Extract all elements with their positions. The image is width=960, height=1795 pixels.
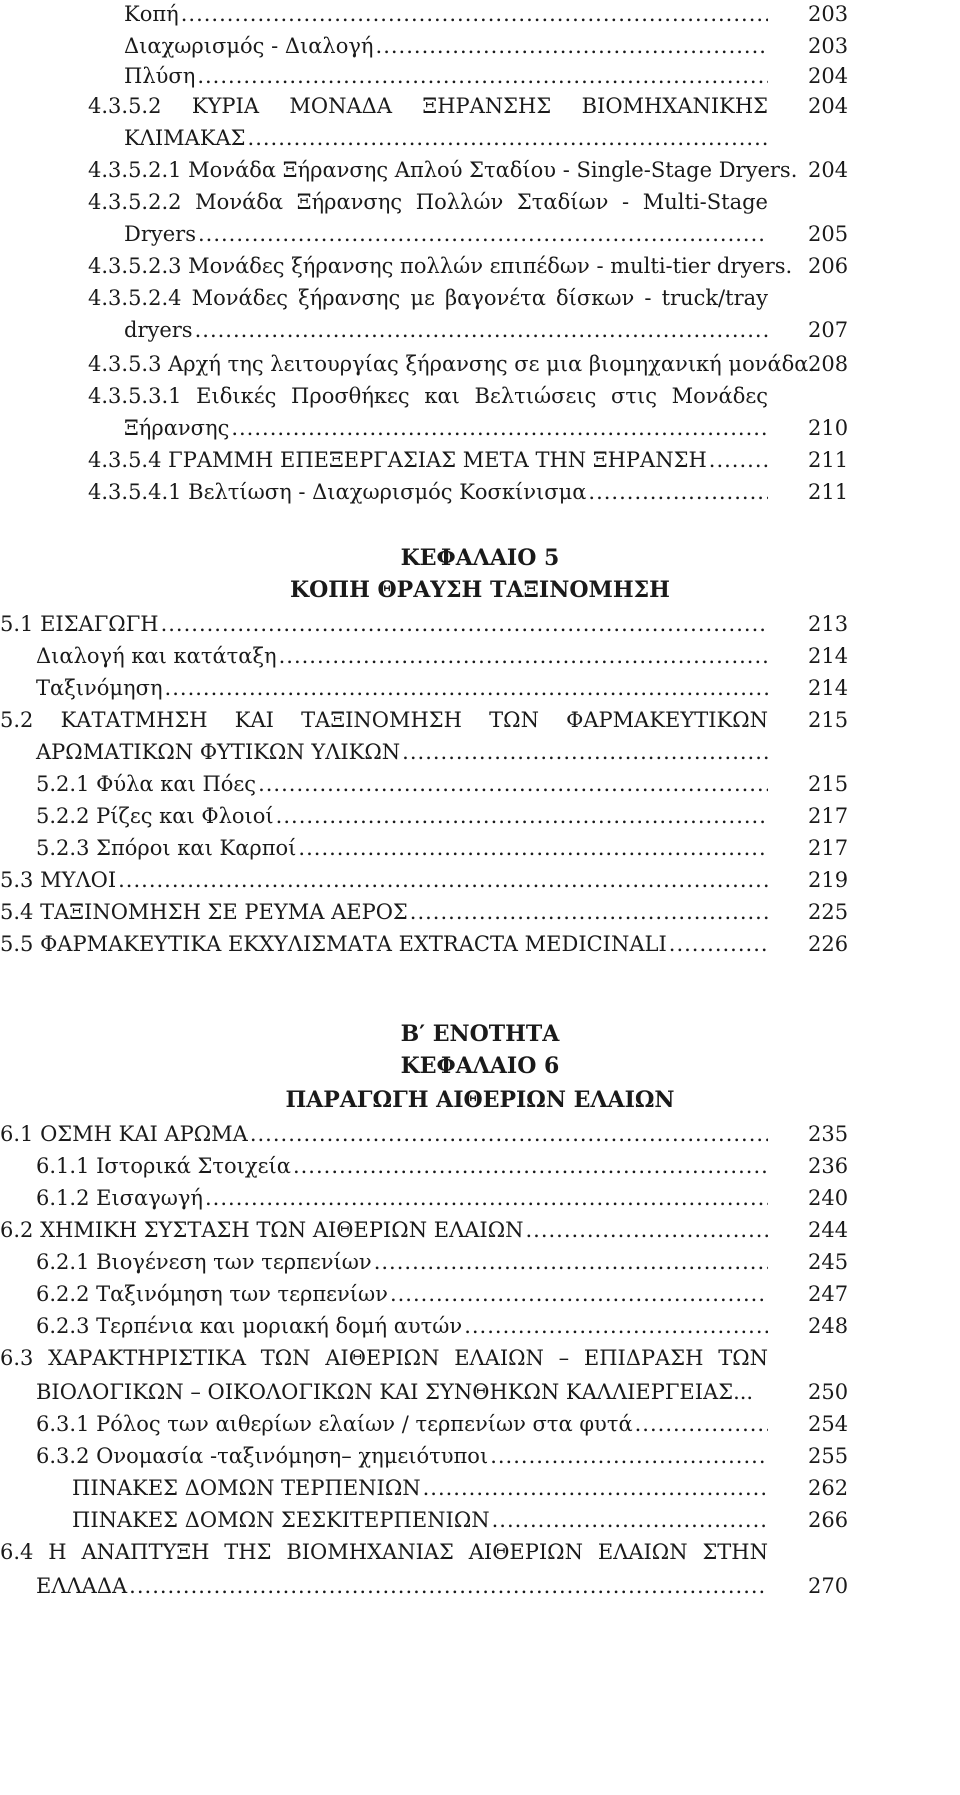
toc-entry: 4.3.5.4.1 Βελτίωση - Διαχωρισμός Κοσκίνισμα ..... [88,478,768,506]
page-number: 204 [808,64,849,88]
page-number: 211 [808,480,849,504]
page-number: 206 [808,254,849,278]
section-title: Β′ ΕΝΟΤΗΤΑ [400,1021,560,1047]
toc-entry: 5.4 ΤΑΞΙΝΟΜΗΣΗ ΣΕ ΡΕΥΜΑ ΑΕΡΟΣ ..... [0,898,768,926]
toc-entry: 4.3.5.2.3 Μονάδες ξήρανσης πολλών επιπέδων - multi-tier dryers. [88,254,793,278]
toc-entry-first-line: 4.3.5.2 ΚΥΡΙΑ ΜΟΝΑΔΑ ΞΗΡΑΝΣΗΣ ΒΙΟΜΗΧΑΝΙΚΗΣ [88,94,768,118]
toc-entry: 5.5 ΦΑΡΜΑΚΕΥΤΙΚΑ ΕΚΧΥΛΙΣΜΑΤΑ EXTRACTA MEDICINALI ..... [0,930,768,958]
page-number: 255 [808,1444,849,1468]
page-number: 254 [808,1412,849,1436]
page-number: 235 [808,1122,849,1146]
toc-entry: 4.3.5.3 Αρχή της λειτουργίας ξήρανσης σε μια βιομηχανική μονάδα. [88,352,816,376]
toc-entry: Κοπή ..... [124,0,768,28]
chapter-subtitle: ΠΑΡΑΓΩΓΗ ΑΙΘΕΡΙΩΝ ΕΛΑΙΩΝ [285,1087,675,1113]
page-number: 247 [808,1282,849,1306]
page-number: 215 [808,708,849,732]
toc-entry: 5.1 ΕΙΣΑΓΩΓΗ ..... [0,610,768,638]
toc-entry: 5.2.3 Σπόροι και Καρποί ..... [36,834,768,862]
toc-entry: 6.1 ΟΣΜΗ ΚΑΙ ΑΡΩΜΑ ..... [0,1120,768,1148]
toc-entry: 5.3 ΜΥΛΟΙ ..... [0,866,768,894]
page-number: 215 [808,772,849,796]
page-number: 211 [808,448,849,472]
toc-entry: Διαλογή και κατάταξη ..... [36,642,768,670]
page-number: 204 [808,158,849,182]
page-number: 213 [808,612,849,636]
page-number: 219 [808,868,849,892]
toc-entry-first-line: 5.2 ΚΑΤΑΤΜΗΣΗ ΚΑΙ ΤΑΞΙΝΟΜΗΣΗ ΤΩΝ ΦΑΡΜΑΚΕΥΤΙΚΩΝ [0,708,768,732]
toc-entry: 6.1.2 Εισαγωγή ..... [36,1184,768,1212]
page-number: 217 [808,836,849,860]
toc-entry: 4.3.5.2.1 Μονάδα Ξήρανσης Απλού Σταδίου - Single-Stage Dryers. [88,158,798,182]
toc-entry-continuation: ΒΙΟΛΟΓΙΚΩΝ – ΟΙΚΟΛΟΓΙΚΩΝ ΚΑΙ ΣΥΝΘΗΚΩΝ ΚΑΛΛΙΕΡΓΕΙΑΣ... [36,1380,754,1404]
toc-entry-continuation: ΚΛΙΜΑΚΑΣ ..... [124,124,768,152]
page-number: 205 [808,222,849,246]
toc-entry-continuation: Ξήρανσης ..... [124,414,768,442]
page-number: 217 [808,804,849,828]
page-number: 210 [808,416,849,440]
page-number: 266 [808,1508,849,1532]
page-number: 226 [808,932,849,956]
toc-entry: Ταξινόμηση ..... [36,674,768,702]
toc-entry-first-line: 4.3.5.2.4 Μονάδες ξήρανσης με βαγονέτα δίσκων - truck/tray [88,286,768,310]
toc-entry-first-line: 6.4 Η ΑΝΑΠΤΥΞΗ ΤΗΣ ΒΙΟΜΗΧΑΝΙΑΣ ΑΙΘΕΡΙΩΝ ΕΛΑΙΩΝ ΣΤΗΝ [0,1540,768,1564]
page-number: 250 [808,1380,849,1404]
toc-entry: 6.2.2 Ταξινόμηση των τερπενίων ..... [36,1280,768,1308]
page-number: 214 [808,644,849,668]
page-number: 204 [808,94,849,118]
toc-entry: ΠΙΝΑΚΕΣ ΔΟΜΩΝ ΣΕΣΚΙΤΕΡΠΕΝΙΩΝ ..... [72,1506,768,1534]
toc-entry: Διαχωρισμός - Διαλογή ..... [124,32,768,60]
page-number: 207 [808,318,849,342]
page-number: 270 [808,1574,849,1598]
page-number: 240 [808,1186,849,1210]
toc-entry-continuation: Dryers ..... [124,220,768,248]
toc-entry-first-line: 6.3 ΧΑΡΑΚΤΗΡΙΣΤΙΚΑ ΤΩΝ ΑΙΘΕΡΙΩΝ ΕΛΑΙΩΝ – ΕΠΙΔΡΑΣΗ ΤΩΝ [0,1346,768,1370]
toc-entry-first-line: 4.3.5.3.1 Ειδικές Προσθήκες και Βελτιώσεις στις Μονάδες [88,384,768,408]
chapter-subtitle: ΚΟΠΗ ΘΡΑΥΣΗ ΤΑΞΙΝΟΜΗΣΗ [290,577,670,603]
page-number: 214 [808,676,849,700]
toc-entry: 6.2.1 Βιογένεση των τερπενίων ..... [36,1248,768,1276]
page-number: 225 [808,900,849,924]
toc-entry: 4.3.5.4 ΓΡΑΜΜΗ ΕΠΕΞΕΡΓΑΣΙΑΣ ΜΕΤΑ ΤΗΝ ΞΗΡΑΝΣΗ ..... [88,446,768,474]
page-number: 236 [808,1154,849,1178]
toc-entry: 5.2.2 Ρίζες και Φλοιοί ..... [36,802,768,830]
toc-entry: Πλύση ..... [124,62,768,90]
toc-entry: 6.3.1 Ρόλος των αιθερίων ελαίων / τερπενίων στα φυτά ..... [36,1410,768,1438]
page-number: 208 [808,352,849,376]
page-number: 262 [808,1476,849,1500]
toc-entry: 5.2.1 Φύλα και Πόες ..... [36,770,768,798]
toc-entry-continuation: ΑΡΩΜΑΤΙΚΩΝ ΦΥΤΙΚΩΝ ΥΛΙΚΩΝ ..... [36,738,768,766]
page-number: 248 [808,1314,849,1338]
toc-entry-continuation: ΕΛΛΑΔΑ ..... [36,1572,768,1600]
page-number: 203 [808,34,849,58]
page-number: 245 [808,1250,849,1274]
toc-entry-first-line: 4.3.5.2.2 Μονάδα Ξήρανσης Πολλών Σταδίων - Multi-Stage [88,190,768,214]
toc-entry: 6.2.3 Τερπένια και μοριακή δομή αυτών ..... [36,1312,768,1340]
page-number: 203 [808,2,849,26]
page-number: 244 [808,1218,849,1242]
toc-entry: ΠΙΝΑΚΕΣ ΔΟΜΩΝ ΤΕΡΠΕΝΙΩΝ ..... [72,1474,768,1502]
toc-entry: 6.1.1 Ιστορικά Στοιχεία ..... [36,1152,768,1180]
chapter-title: ΚΕΦΑΛΑΙΟ 5 [400,545,560,571]
toc-entry-continuation: dryers ..... [124,316,768,344]
chapter-title: ΚΕΦΑΛΑΙΟ 6 [400,1053,560,1079]
toc-entry: 6.3.2 Ονομασία -ταξινόμηση– χημειότυποι ..... [36,1442,768,1470]
toc-entry: 6.2 ΧΗΜΙΚΗ ΣΥΣΤΑΣΗ ΤΩΝ ΑΙΘΕΡΙΩΝ ΕΛΑΙΩΝ ..... [0,1216,768,1244]
